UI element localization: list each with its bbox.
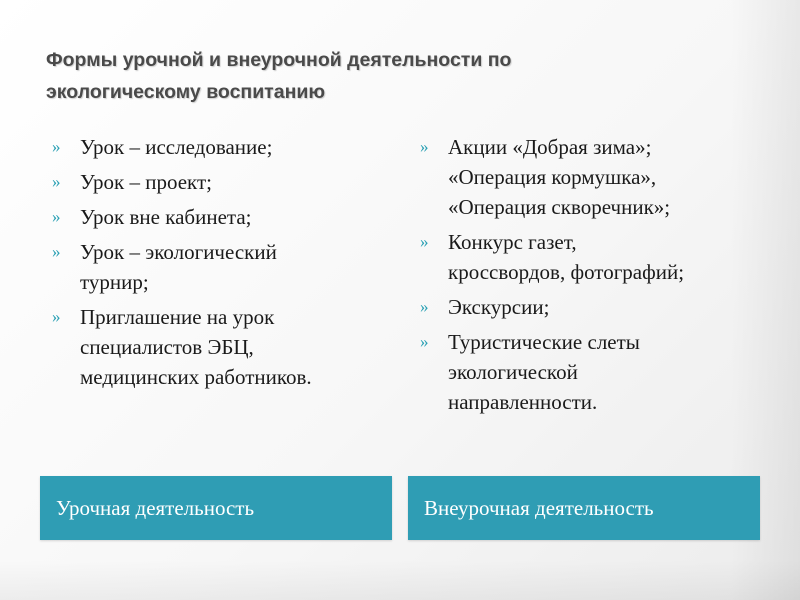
- list-item-line: «Операция кормушка»,: [448, 165, 657, 189]
- list-item-line: специалистов ЭБЦ,: [80, 335, 254, 359]
- arrow-bullet-icon: »: [52, 207, 61, 226]
- list-item: [52, 132, 382, 162]
- arrow-bullet-icon: »: [420, 297, 429, 316]
- list-item-line: Экскурсии;: [448, 295, 550, 319]
- list-item-line: Конкурс газет,: [448, 230, 577, 254]
- list-item-line: кроссвордов, фотографий;: [448, 260, 685, 284]
- arrow-bullet-icon: »: [52, 137, 61, 156]
- list-item-line: Урок – проект;: [80, 170, 212, 194]
- footer-label-extracurricular-activity: Внеурочная деятельность: [424, 495, 654, 520]
- list-item-line: «Операция скворечник»;: [448, 195, 671, 219]
- slide-title-line-1: Формы урочной и внеурочной деятельности по: [46, 49, 512, 71]
- list-item: [420, 132, 770, 222]
- footer-box-lesson-activity: [40, 476, 392, 540]
- slide-title: [46, 44, 746, 108]
- left-column-list: [52, 132, 382, 397]
- list-item: [52, 202, 382, 232]
- list-item-line: экологической: [448, 360, 578, 384]
- background-shade-bottom: [0, 560, 800, 600]
- list-item: [52, 302, 382, 392]
- list-item-line: медицинских работников.: [80, 365, 312, 389]
- slide-title-line-2: экологическому воспитанию: [46, 81, 325, 103]
- right-column-list: [420, 132, 770, 422]
- list-item: [420, 227, 770, 287]
- list-item-line: Урок вне кабинета;: [80, 205, 252, 229]
- arrow-bullet-icon: »: [52, 307, 61, 326]
- list-item-line: Урок – исследование;: [80, 135, 273, 159]
- arrow-bullet-icon: »: [52, 242, 61, 261]
- footer-label-lesson-activity: Урочная деятельность: [56, 495, 255, 520]
- list-item-line: Приглашение на урок: [80, 305, 275, 329]
- list-item-line: Акции «Добрая зима»;: [448, 135, 652, 159]
- list-item-line: Туристические слеты: [448, 330, 640, 354]
- arrow-bullet-icon: »: [420, 332, 429, 351]
- list-item-line: турнир;: [80, 270, 149, 294]
- list-item: [420, 292, 770, 322]
- list-item-line: направленности.: [448, 390, 598, 414]
- arrow-bullet-icon: »: [420, 137, 429, 156]
- list-item-line: Урок – экологический: [80, 240, 277, 264]
- arrow-bullet-icon: »: [52, 172, 61, 191]
- footer-box-extracurricular-activity: [408, 476, 760, 540]
- list-item: [52, 237, 382, 297]
- list-item: [420, 327, 770, 417]
- list-item: [52, 167, 382, 197]
- arrow-bullet-icon: »: [420, 232, 429, 251]
